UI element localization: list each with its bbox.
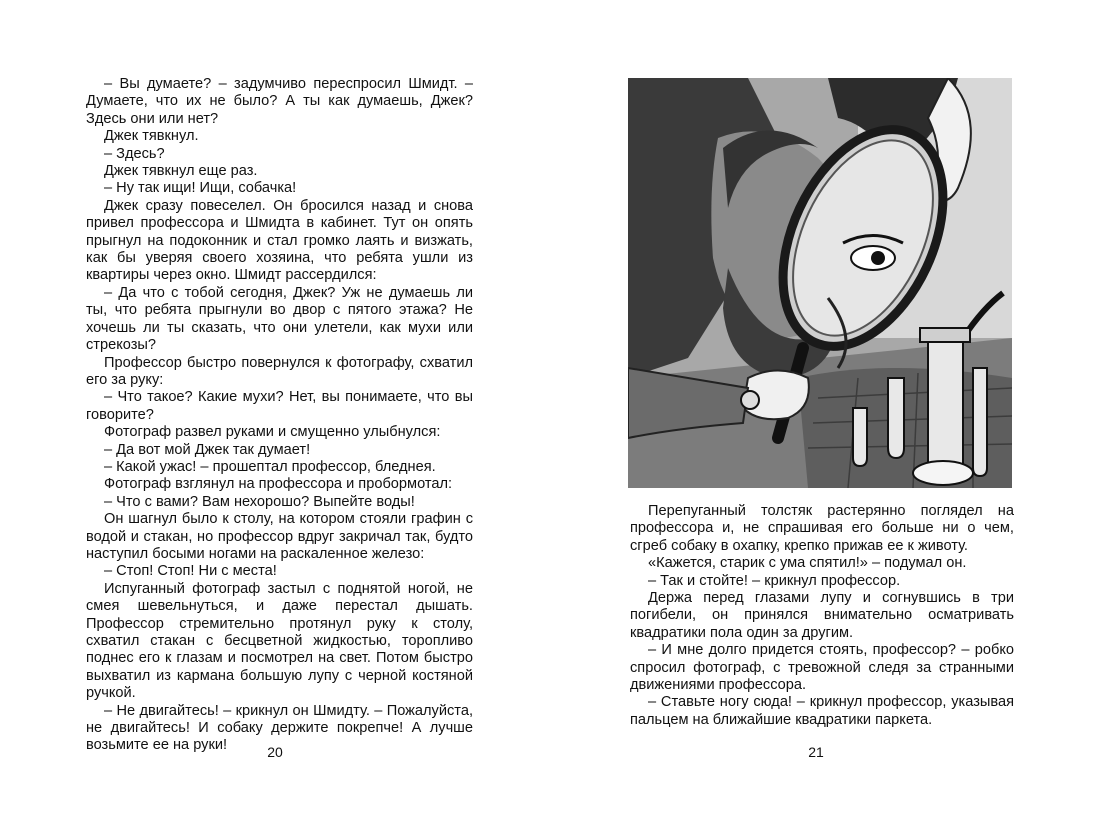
page-number: 20 (267, 744, 283, 760)
paragraph: Профессор быстро повернулся к фотографу, схватил его за руку: (86, 354, 473, 388)
paragraph: – Стоп! Стоп! Ни с места! (104, 563, 277, 580)
paragraph: Держа перед глазами лупу и согнувшись в три погибели, он принялся внимательно осматривать квадратики пола один за другим. (630, 590, 1014, 641)
paragraph: Он шагнул было к столу, на котором стояли графин с водой и стакан, но профессор вдруг закричал так, будто наступил босыми ногами на раскаленное железо: (86, 511, 473, 562)
paragraph: Джек тявкнул еще раз. (104, 163, 258, 180)
paragraph: «Кажется, старик с ума спятил!» – подумал он. (648, 555, 967, 572)
paragraph: Испуганный фотограф застыл с поднятой ногой, не смея шевельнуться, и даже перестал дышать. Профессор стремительно протянул руку к столу, схватил стакан с бесцветной жидкостью, торопливо поднес его к глазам и посмотрел на свет. Потом быстро выхватил из кармана большую лупу с черной костяной ручкой. (86, 580, 473, 702)
paragraph: – Какой ужас! – прошептал профессор, бледнея. (104, 458, 436, 475)
right-page (550, 0, 1100, 825)
paragraph: – И мне долго придется стоять, профессор? – робко спросил фотограф, с тревожной следя за странными движениями профессора. (630, 642, 1014, 694)
paragraph: – Так и стойте! – крикнул профессор. (648, 572, 901, 589)
paragraph: Джек сразу повеселел. Он бросился назад и снова привел профессора и Шмидта в кабинет. Тут он опять прыгнул на подоконник и стал громко лаять и визжать, как бы уверяя своего хозяина, что ребята ушли из квартиры через окно. Шмидт рассердился: (86, 197, 473, 284)
paragraph: – Не двигайтесь! – крикнул он Шмидту. – Пожалуйста, не двигайтесь! И собаку держите покрепче! А лучше возьмите ее на руки! (86, 702, 473, 754)
paragraph: – Что с вами? Вам нехорошо? Выпейте воды! (104, 493, 415, 510)
paragraph: Фотограф взглянул на профессора и пробормотал: (104, 476, 453, 493)
page-number: 21 (808, 744, 824, 760)
magnifying-glass-illustration-icon (628, 78, 1012, 488)
paragraph: – Да что с тобой сегодня, Джек? Уж не думаешь ли ты, что ребята прыгнули во двор с пятого этажа? Не хочешь ли ты сказать, что они улетели, как мухи или стрекозы? (86, 284, 473, 354)
paragraph: – Здесь? (104, 145, 165, 162)
left-page-text (86, 76, 473, 755)
paragraph: – Ставьте ногу сюда! – крикнул профессор, указывая пальцем на ближайшие квадратики паркета. (630, 694, 1014, 728)
paragraph: Фотограф развел руками и смущенно улыбнулся: (104, 424, 441, 441)
paragraph: Перепуганный толстяк растерянно поглядел на профессора и, не спрашивая его больше ни о чем, сгреб собаку в охапку, крепко прижав ее к животу. (630, 503, 1014, 554)
paragraph: Джек тявкнул. (104, 128, 199, 145)
paragraph: – Что такое? Какие мухи? Нет, вы понимаете, что вы говорите? (86, 389, 473, 423)
paragraph: – Ну так ищи! Ищи, собачка! (104, 180, 297, 197)
right-page-text (630, 503, 1014, 729)
paragraph: – Да вот мой Джек так думает! (104, 441, 311, 458)
paragraph: – Вы думаете? – задумчиво переспросил Шмидт. – Думаете, что их не было? А ты как думаешь, Джек? Здесь они или нет? (86, 76, 473, 127)
